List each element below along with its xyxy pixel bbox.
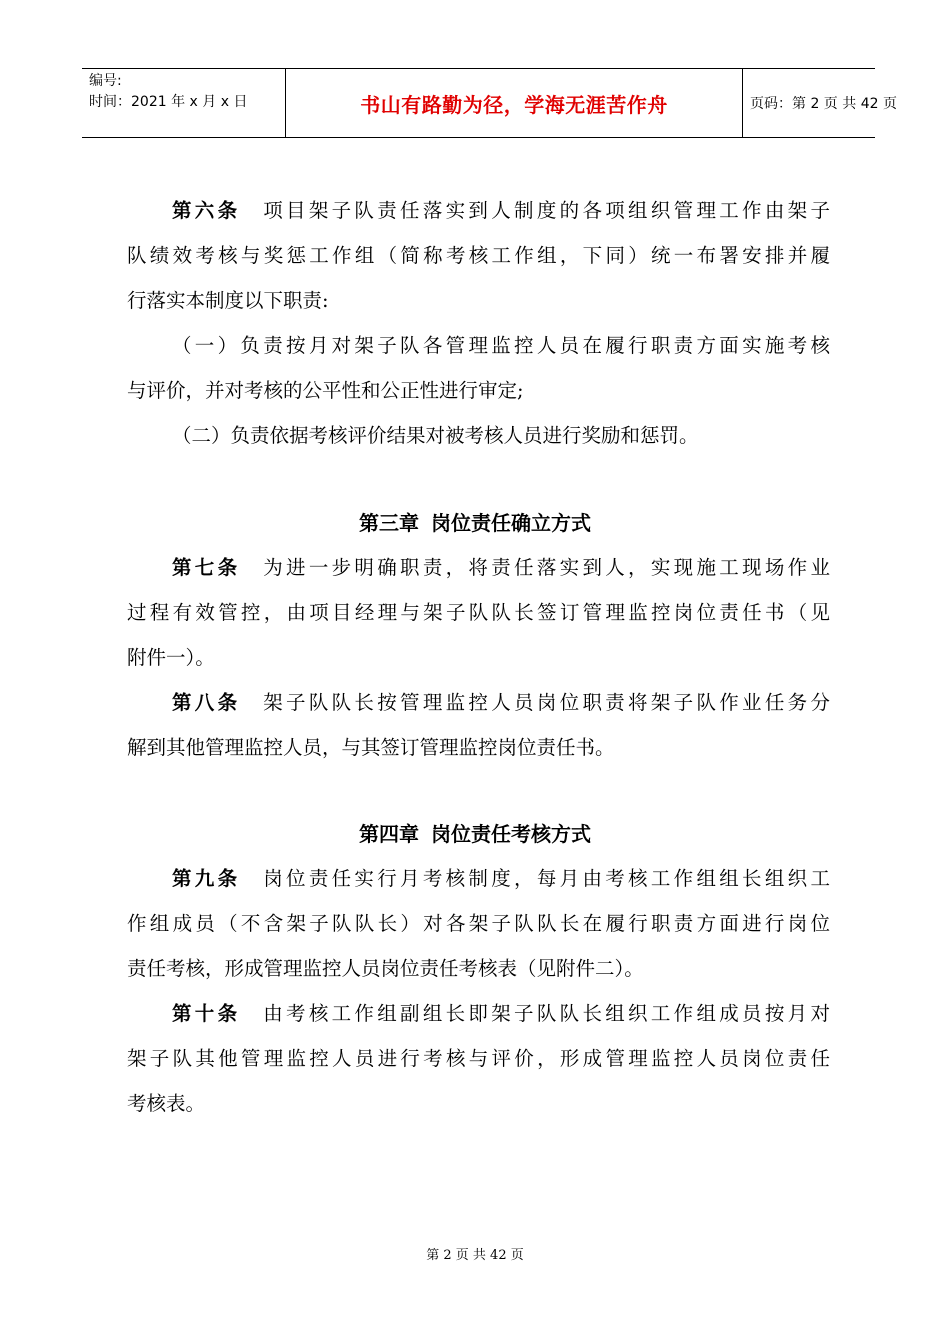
- item-1-line-2: 与评价，并对考核的公平性和公正性进行审定;: [127, 379, 524, 402]
- article-7-line-2: 过程有效管控，由项目经理与架子队队长签订管理监控岗位责任书（见: [127, 601, 830, 624]
- article-9-line-3: 责任考核，形成管理监控人员岗位责任考核表（见附件二）。: [127, 957, 644, 980]
- header-motto-cell: [285, 69, 743, 137]
- document-number-label: 编号:: [89, 73, 122, 89]
- item-2-line: （二）负责依据考核评价结果对被考核人员进行奖励和惩罚。: [172, 424, 699, 447]
- document-date: 时间：2021 年 x 月 x 日: [89, 94, 248, 110]
- article-6-line-1: [172, 198, 830, 224]
- article-8-label: 第八条: [172, 691, 241, 714]
- article-7-line-1: [172, 555, 830, 581]
- chapter-4-number: 第四章: [359, 822, 419, 846]
- article-7-line-3: 附件一）。: [127, 646, 215, 669]
- article-9-label: 第九条: [172, 867, 241, 890]
- header-left-cell: [82, 69, 285, 137]
- article-10-line-3: 考核表。: [127, 1092, 206, 1115]
- chapter-3-title: 岗位责任确立方式: [431, 511, 591, 535]
- article-6-text-1: 项目架子队责任落实到人制度的各项组织管理工作由架子: [263, 199, 830, 222]
- item-1-line-1: （一）负责按月对架子队各管理监控人员在履行职责方面实施考核: [172, 334, 830, 357]
- article-10-line-1: [172, 1001, 830, 1027]
- chapter-4-title: 岗位责任考核方式: [431, 822, 591, 846]
- header-page-cell: [742, 69, 897, 137]
- article-8-line-1: [172, 690, 830, 716]
- article-7-text-1: 为进一步明确职责，将责任落实到人，实现施工现场作业: [263, 556, 830, 579]
- article-6-line-2: 队绩效考核与奖惩工作组（简称考核工作组，下同）统一布署安排并履: [127, 244, 830, 267]
- page-footer: 第 2 页 共 42 页: [426, 1248, 524, 1263]
- header-motto: 书山有路勤为径，学海无涯苦作舟: [360, 92, 668, 117]
- article-9-line-2: 作组成员（不含架子队队长）对各架子队队长在履行职责方面进行岗位: [127, 912, 830, 935]
- header-page-info: 页码：第 2 页 共 42 页: [750, 96, 897, 112]
- article-7-label: 第七条: [172, 556, 241, 579]
- chapter-3-number: 第三章: [359, 511, 419, 535]
- article-10-label: 第十条: [172, 1002, 241, 1025]
- article-9-line-1: [172, 866, 830, 892]
- chapter-3-heading: [0, 510, 950, 536]
- article-9-text-1: 岗位责任实行月考核制度，每月由考核工作组组长组织工: [263, 867, 830, 890]
- article-6-line-3: 行落实本制度以下职责:: [127, 289, 329, 312]
- article-8-text-1: 架子队队长按管理监控人员岗位职责将架子队作业任务分: [263, 691, 830, 714]
- page-header: [82, 68, 897, 138]
- chapter-4-heading: [0, 821, 950, 847]
- article-10-line-2: 架子队其他管理监控人员进行考核与评价，形成管理监控人员岗位责任: [127, 1047, 830, 1070]
- article-8-line-2: 解到其他管理监控人员，与其签订管理监控岗位责任书。: [127, 736, 615, 759]
- article-10-text-1: 由考核工作组副组长即架子队队长组织工作组成员按月对: [263, 1002, 830, 1025]
- article-6-label: 第六条: [172, 199, 241, 222]
